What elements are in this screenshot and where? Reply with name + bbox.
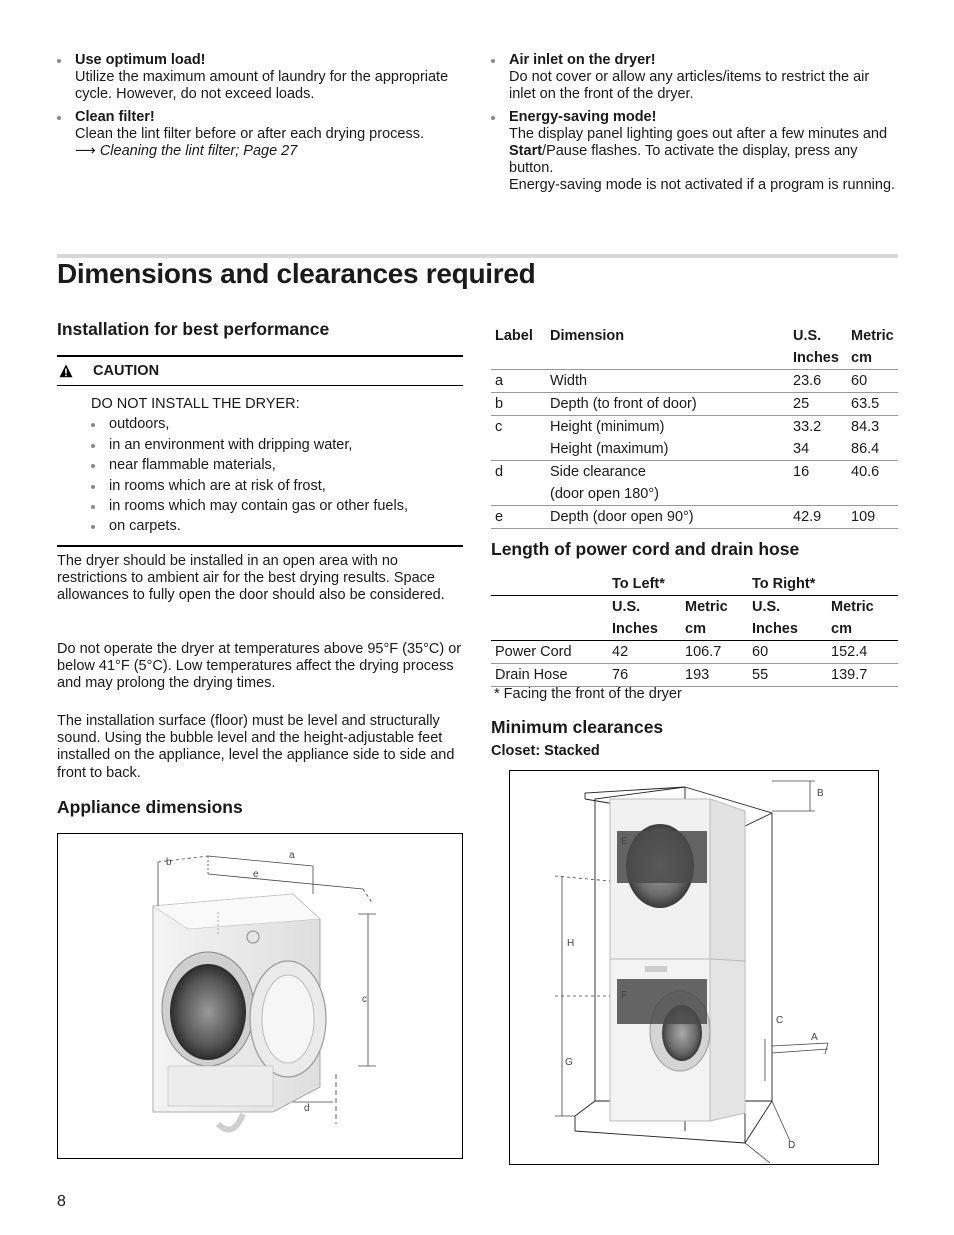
list-item: outdoors, bbox=[91, 414, 463, 434]
stacked-closet-diagram bbox=[510, 771, 878, 1164]
cell-metric: 84.3 bbox=[847, 416, 898, 439]
header-metric-line1: Metric bbox=[851, 328, 894, 344]
paragraph: The installation surface (floor) must be level and structurally sound. Using the bubble level and the height-adjustable feet installed on the appliance, level the appliance side to side and front to back. bbox=[57, 713, 455, 781]
header-us-line2: Inches bbox=[752, 621, 798, 637]
start-key-label: Start bbox=[509, 143, 543, 159]
table-header-row bbox=[491, 573, 898, 596]
clear-label-d: D bbox=[788, 1140, 796, 1151]
table-header-row bbox=[491, 325, 898, 370]
arrow-right-icon: ⟶ bbox=[75, 143, 96, 159]
caution-box bbox=[57, 355, 463, 547]
header-metric-line1: Metric bbox=[685, 599, 728, 615]
cell-us: 42.9 bbox=[789, 506, 847, 529]
cord-footnote: * Facing the front of the dryer bbox=[494, 686, 682, 702]
header-to-left: To Left* bbox=[612, 576, 665, 592]
cell-left-us: 42 bbox=[612, 644, 629, 660]
clear-label-h: H bbox=[567, 938, 575, 949]
dim-label-e: e bbox=[253, 869, 259, 880]
table-subheader-row bbox=[491, 596, 898, 641]
min-clearances-figure bbox=[509, 770, 879, 1165]
cell-dimension: Width bbox=[546, 370, 789, 393]
cell-left-cm: 106.7 bbox=[685, 644, 722, 660]
cord-heading: Length of power cord and drain hose bbox=[491, 539, 800, 559]
appliance-dimensions-figure bbox=[57, 833, 463, 1159]
list-item: in rooms which may contain gas or other fuels, bbox=[91, 496, 463, 516]
table-row bbox=[491, 461, 898, 484]
header-metric-line2: cm bbox=[851, 350, 872, 366]
list-item: in an environment with dripping water, bbox=[91, 435, 463, 455]
table-row bbox=[491, 483, 898, 506]
appliance-dimensions-heading: Appliance dimensions bbox=[57, 797, 243, 817]
page-reference-link[interactable] bbox=[75, 143, 457, 160]
tip-body: Clean the lint filter before or after each drying process. bbox=[75, 126, 424, 142]
tip-body-pre: The display panel lighting goes out after a few minutes and bbox=[509, 126, 888, 142]
list-item: near flammable materials, bbox=[91, 455, 463, 475]
header-us-line2: Inches bbox=[793, 350, 839, 366]
header-metric-line2: cm bbox=[831, 621, 852, 637]
cell-label bbox=[491, 438, 546, 461]
header-label: Label bbox=[495, 328, 533, 344]
header-metric-line2: cm bbox=[685, 621, 706, 637]
header-to-right: To Right* bbox=[752, 576, 816, 592]
header-us-line2: Inches bbox=[612, 621, 658, 637]
caution-intro: DO NOT INSTALL THE DRYER: bbox=[91, 396, 300, 412]
tips-right bbox=[491, 52, 896, 200]
paragraph: The dryer should be installed in an open area with no restrictions to ambient air for the best drying results. Space allowances to fully open the door should also be considered. bbox=[57, 553, 445, 604]
cell-label: a bbox=[491, 370, 546, 393]
cell-name: Drain Hose bbox=[495, 667, 568, 683]
dryer-diagram bbox=[58, 834, 462, 1158]
cell-dimension: Height (minimum) bbox=[546, 416, 789, 439]
cell-metric: 40.6 bbox=[847, 461, 898, 484]
header-metric-line1: Metric bbox=[831, 599, 874, 615]
dim-label-b: b bbox=[166, 857, 172, 868]
bullet-icon bbox=[57, 116, 61, 120]
table-row bbox=[491, 438, 898, 461]
reference-text: Cleaning the lint filter; Page 27 bbox=[99, 143, 298, 159]
tip-body: Do not cover or allow any articles/items to restrict the air inlet on the front of the dryer. bbox=[509, 69, 870, 102]
cell-left-cm: 193 bbox=[685, 667, 710, 683]
tip-optimum-load bbox=[57, 52, 457, 103]
caution-body bbox=[57, 386, 463, 545]
bullet-icon bbox=[491, 116, 495, 120]
table-row bbox=[491, 506, 898, 529]
caution-label: CAUTION bbox=[93, 363, 160, 379]
cell-right-cm: 139.7 bbox=[831, 667, 868, 683]
table-row bbox=[491, 370, 898, 393]
tip-clean-filter bbox=[57, 109, 457, 160]
dim-label-d: d bbox=[304, 1103, 310, 1114]
section-title: Dimensions and clearances required bbox=[57, 258, 536, 289]
cell-dimension: (door open 180°) bbox=[550, 486, 659, 502]
closet-stacked-label: Closet: Stacked bbox=[491, 743, 600, 759]
cord-hose-table bbox=[491, 573, 898, 687]
cell-us: 25 bbox=[789, 393, 847, 416]
clear-label-g: G bbox=[565, 1057, 573, 1068]
cell-label: c bbox=[491, 416, 546, 439]
bullet-icon bbox=[491, 59, 495, 63]
cell-metric: 63.5 bbox=[847, 393, 898, 416]
tip-body: Utilize the maximum amount of laundry for the appropriate cycle. However, do not exceed loads. bbox=[75, 69, 449, 102]
cell-dimension: Height (maximum) bbox=[550, 441, 669, 457]
tip-title: Use optimum load! bbox=[75, 52, 206, 68]
cell-right-us: 55 bbox=[752, 667, 769, 683]
list-item: in rooms which are at risk of frost, bbox=[91, 476, 463, 496]
dim-label-c: c bbox=[362, 994, 367, 1005]
cell-us bbox=[789, 483, 847, 506]
min-clearances-heading: Minimum clearances bbox=[491, 717, 664, 737]
cell-metric: 60 bbox=[847, 370, 898, 393]
table-row bbox=[491, 641, 898, 664]
tip-body bbox=[509, 126, 896, 177]
cell-dimension: Depth (door open 90°) bbox=[546, 506, 789, 529]
tip-title: Clean filter! bbox=[75, 109, 155, 125]
cell-label: d bbox=[491, 461, 546, 484]
cell-us: 16 bbox=[789, 461, 847, 484]
cell-left-us: 76 bbox=[612, 667, 629, 683]
table-row bbox=[491, 416, 898, 439]
header-us-line1: U.S. bbox=[752, 599, 781, 615]
dimensions-table bbox=[491, 325, 898, 529]
cell-right-cm: 152.4 bbox=[831, 644, 868, 660]
list-item: on carpets. bbox=[91, 516, 463, 536]
tip-body-2: Energy-saving mode is not activated if a program is running. bbox=[509, 177, 896, 193]
page-number: 8 bbox=[57, 1193, 66, 1210]
clear-label-c: C bbox=[776, 1015, 784, 1026]
cell-dimension: Side clearance bbox=[546, 461, 789, 484]
cell-us: 34 bbox=[793, 441, 810, 457]
header-us bbox=[748, 596, 827, 641]
cell-dimension: Depth (to front of door) bbox=[546, 393, 789, 416]
warning-icon bbox=[59, 364, 73, 378]
cell-metric bbox=[847, 483, 898, 506]
header-empty bbox=[491, 573, 608, 596]
header-us bbox=[608, 596, 681, 641]
header-metric bbox=[827, 596, 898, 641]
clear-label-b: B bbox=[817, 788, 824, 799]
cell-us: 33.2 bbox=[789, 416, 847, 439]
cell-metric: 109 bbox=[847, 506, 898, 529]
table-row bbox=[491, 664, 898, 687]
cell-name: Power Cord bbox=[495, 644, 572, 660]
tip-air-inlet bbox=[491, 52, 896, 103]
tips-left bbox=[57, 52, 457, 166]
tip-title: Energy-saving mode! bbox=[509, 109, 657, 125]
table-row bbox=[491, 393, 898, 416]
tip-energy-saving bbox=[491, 109, 896, 194]
cell-right-us: 60 bbox=[752, 644, 769, 660]
header-us-line1: U.S. bbox=[612, 599, 641, 615]
caution-list bbox=[91, 414, 463, 536]
bullet-icon bbox=[57, 59, 61, 63]
clear-label-e: E bbox=[621, 836, 628, 847]
header-dimension: Dimension bbox=[550, 328, 625, 344]
clear-label-a: A bbox=[811, 1032, 818, 1043]
install-heading: Installation for best performance bbox=[57, 319, 330, 339]
header-us bbox=[789, 325, 847, 370]
header-empty bbox=[491, 596, 608, 641]
clear-label-f: F bbox=[621, 990, 628, 1001]
cell-metric: 86.4 bbox=[851, 441, 880, 457]
caution-header bbox=[57, 357, 463, 386]
dim-label-a: a bbox=[289, 850, 295, 861]
cell-us: 23.6 bbox=[789, 370, 847, 393]
header-us-line1: U.S. bbox=[793, 328, 822, 344]
header-metric bbox=[681, 596, 748, 641]
cell-label: e bbox=[491, 506, 546, 529]
tip-title: Air inlet on the dryer! bbox=[509, 52, 656, 68]
tip-body-post: /Pause flashes. To activate the display, press any button. bbox=[509, 143, 858, 176]
cell-label bbox=[491, 483, 546, 506]
cell-label: b bbox=[491, 393, 546, 416]
header-metric bbox=[847, 325, 898, 370]
paragraph: Do not operate the dryer at temperatures above 95°F (35°C) or below 41°F (5°C). Low temperatures affect the drying process and may prolong the drying times. bbox=[57, 641, 462, 692]
